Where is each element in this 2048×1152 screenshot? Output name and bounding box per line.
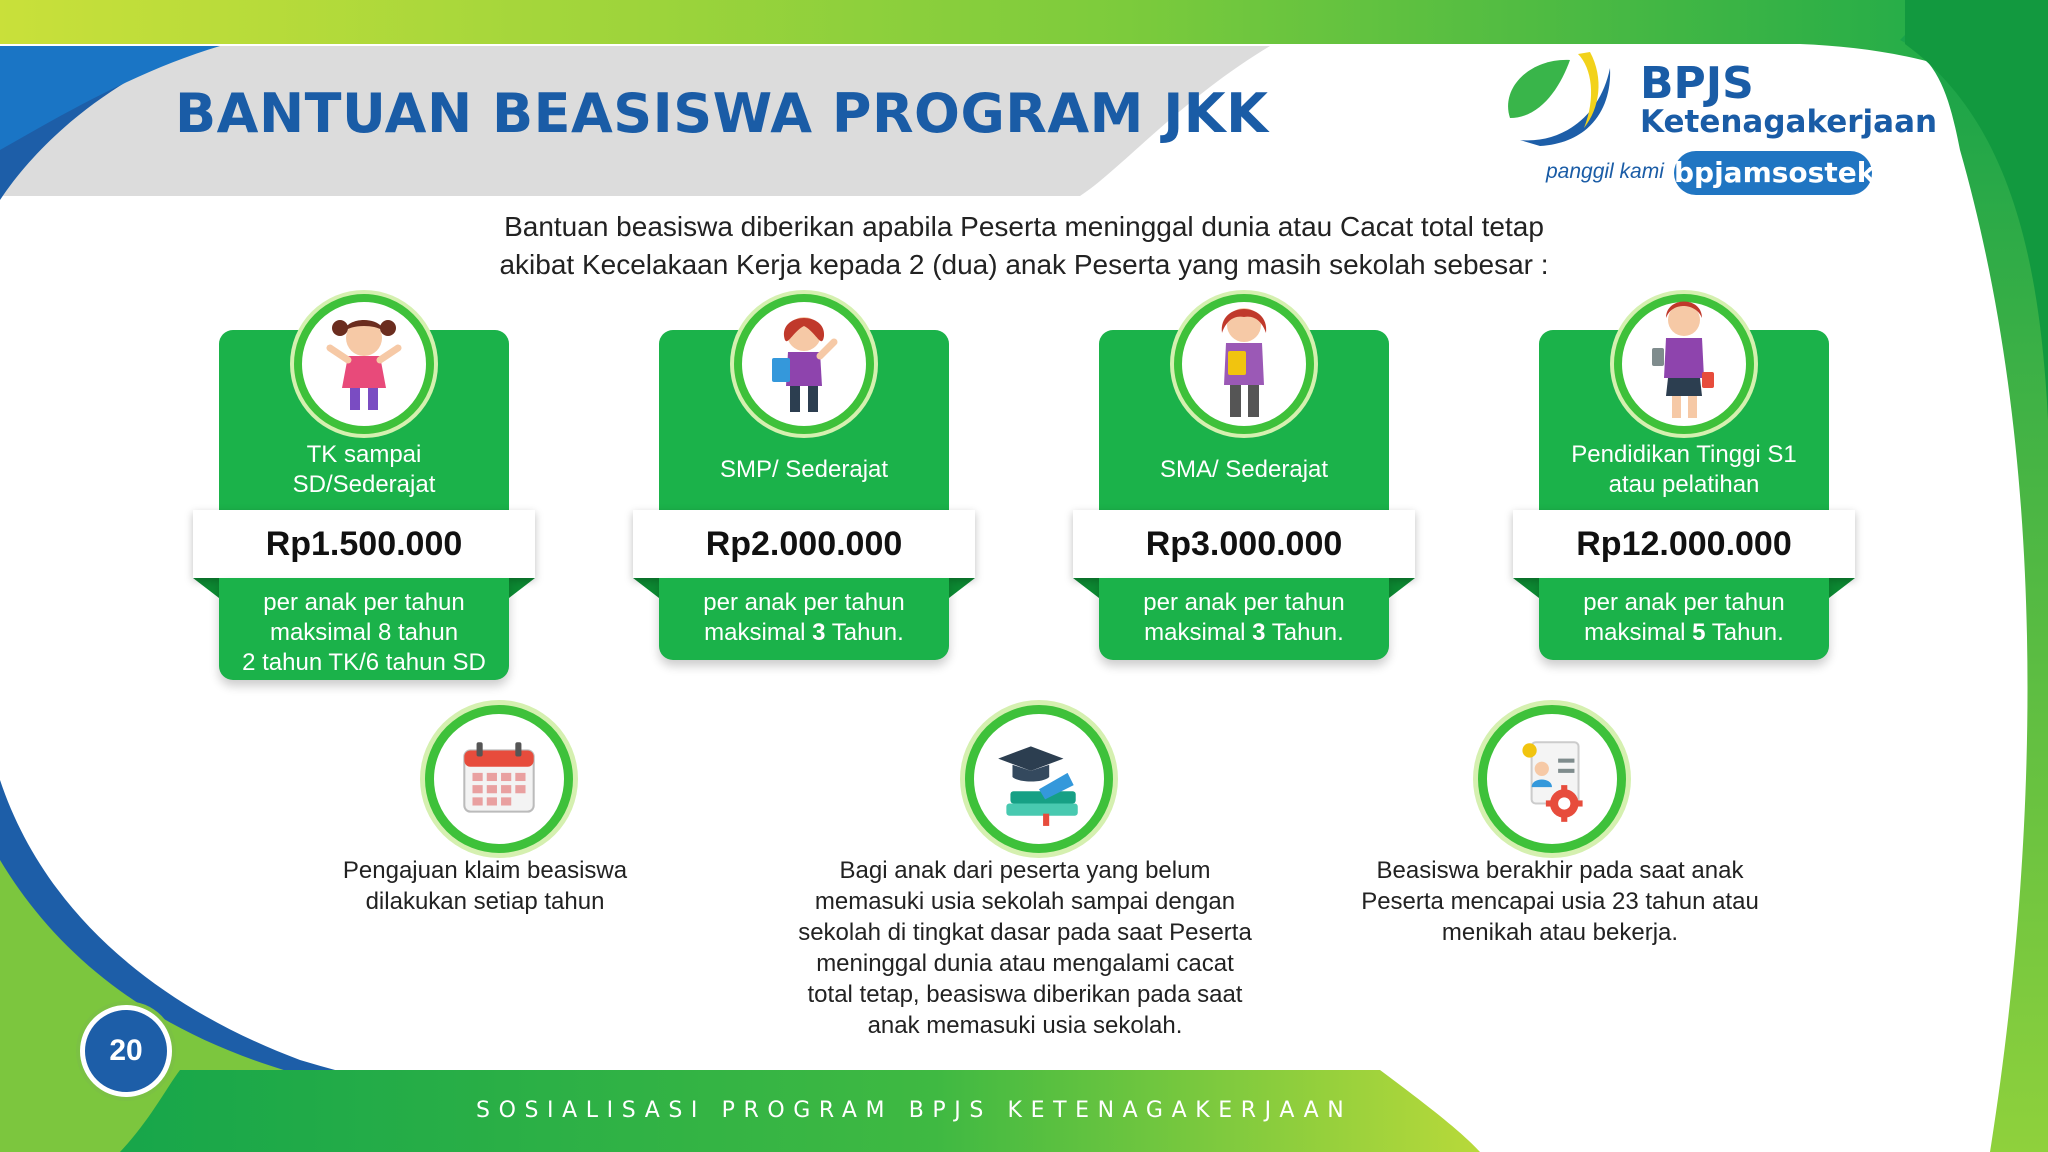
feature-text-line: Peserta mencapai usia 23 tahun atau <box>1361 888 1759 915</box>
scholarship-card-tk-sd <box>219 330 509 680</box>
card-note-line: per anak per tahun <box>1143 589 1345 616</box>
card-note-line: maksimal 5 Tahun. <box>1584 619 1784 646</box>
feature-text-line: menikah atau bekerja. <box>1441 919 1679 946</box>
card-level <box>659 435 949 505</box>
calendar-icon <box>425 705 573 853</box>
card-note-line: maksimal 3 Tahun. <box>704 619 904 646</box>
teen-avatar-icon <box>1174 294 1314 434</box>
card-amount: Rp12.000.000 <box>1513 510 1855 578</box>
card-level <box>1539 435 1829 505</box>
scholarship-card-sma <box>1099 330 1389 680</box>
card-note <box>1539 588 1829 648</box>
card-amount: Rp1.500.000 <box>193 510 535 578</box>
logo-brand: BPJS <box>1640 58 1754 109</box>
feature-text-line: sekolah di tingkat dasar pada saat Peserta <box>798 919 1252 946</box>
feature-text-line: Pengajuan klaim beasiswa <box>342 857 628 884</box>
card-note <box>659 588 949 648</box>
feature-text-line: total tetap, beasiswa diberikan pada saat <box>807 981 1243 1008</box>
card-level-line: SMP/ Sederajat <box>719 456 889 483</box>
card-note-line: per anak per tahun <box>1583 589 1785 616</box>
card-level-line: SD/Sederajat <box>292 471 436 498</box>
card-note-line: maksimal 8 tahun <box>269 619 459 646</box>
card-note-line: per anak per tahun <box>263 589 465 616</box>
card-amount: Rp2.000.000 <box>633 510 975 578</box>
feature-text-line: memasuki usia sekolah sampai dengan <box>814 888 1236 915</box>
feature-text-line: meninggal dunia atau mengalami cacat <box>816 950 1234 977</box>
intro-text <box>400 208 1648 284</box>
card-amount: Rp3.000.000 <box>1073 510 1415 578</box>
profile-gear-icon <box>1478 705 1626 853</box>
scholarship-card-smp <box>659 330 949 680</box>
feature-text-line: Bagi anak dari peserta yang belum <box>839 857 1211 884</box>
feature-text-line: anak memasuki usia sekolah. <box>867 1012 1183 1039</box>
logo-tagline-pill: bpjamsostek <box>1674 151 1872 195</box>
bpjs-logo-icon <box>1500 48 1630 148</box>
card-note-line: 2 tahun TK/6 tahun SD <box>242 649 486 676</box>
card-level-line: Pendidikan Tinggi S1 <box>1571 441 1797 468</box>
feature-text-claim <box>300 855 670 917</box>
card-note <box>219 588 509 678</box>
slide-title: BANTUAN BEASISWA PROGRAM JKK <box>175 82 1269 145</box>
graduation-cap-books-icon <box>965 705 1113 853</box>
child-avatar-icon <box>294 294 434 434</box>
card-level-line: atau pelatihan <box>1608 471 1760 498</box>
card-level-line: SMA/ Sederajat <box>1159 456 1329 483</box>
card-note-line: maksimal 3 Tahun. <box>1144 619 1344 646</box>
card-level <box>219 435 509 505</box>
card-level <box>1099 435 1389 505</box>
scholarship-card-s1 <box>1539 330 1829 680</box>
intro-line: akibat Kecelakaan Kerja kepada 2 (dua) anak Peserta yang masih sekolah sebesar : <box>499 249 1549 280</box>
intro-line: Bantuan beasiswa diberikan apabila Peserta meninggal dunia atau Cacat total tetap <box>504 211 1544 242</box>
woman-avatar-icon <box>1614 294 1754 434</box>
card-note-line: per anak per tahun <box>703 589 905 616</box>
card-level-line: TK sampai <box>306 441 422 468</box>
logo-subtitle: Ketenagakerjaan <box>1640 104 1938 140</box>
card-note <box>1099 588 1389 648</box>
logo-tagline-prefix: panggil kami <box>1546 160 1664 183</box>
feature-text-line: dilakukan setiap tahun <box>365 888 605 915</box>
feature-text-line: Beasiswa berakhir pada saat anak <box>1376 857 1744 884</box>
feature-text-preschool <box>760 855 1290 1041</box>
page-number: 20 <box>80 1005 172 1097</box>
feature-text-end <box>1300 855 1820 948</box>
footer-text: SOSIALISASI PROGRAM BPJS KETENAGAKERJAAN <box>476 1098 1353 1123</box>
student-avatar-icon <box>734 294 874 434</box>
